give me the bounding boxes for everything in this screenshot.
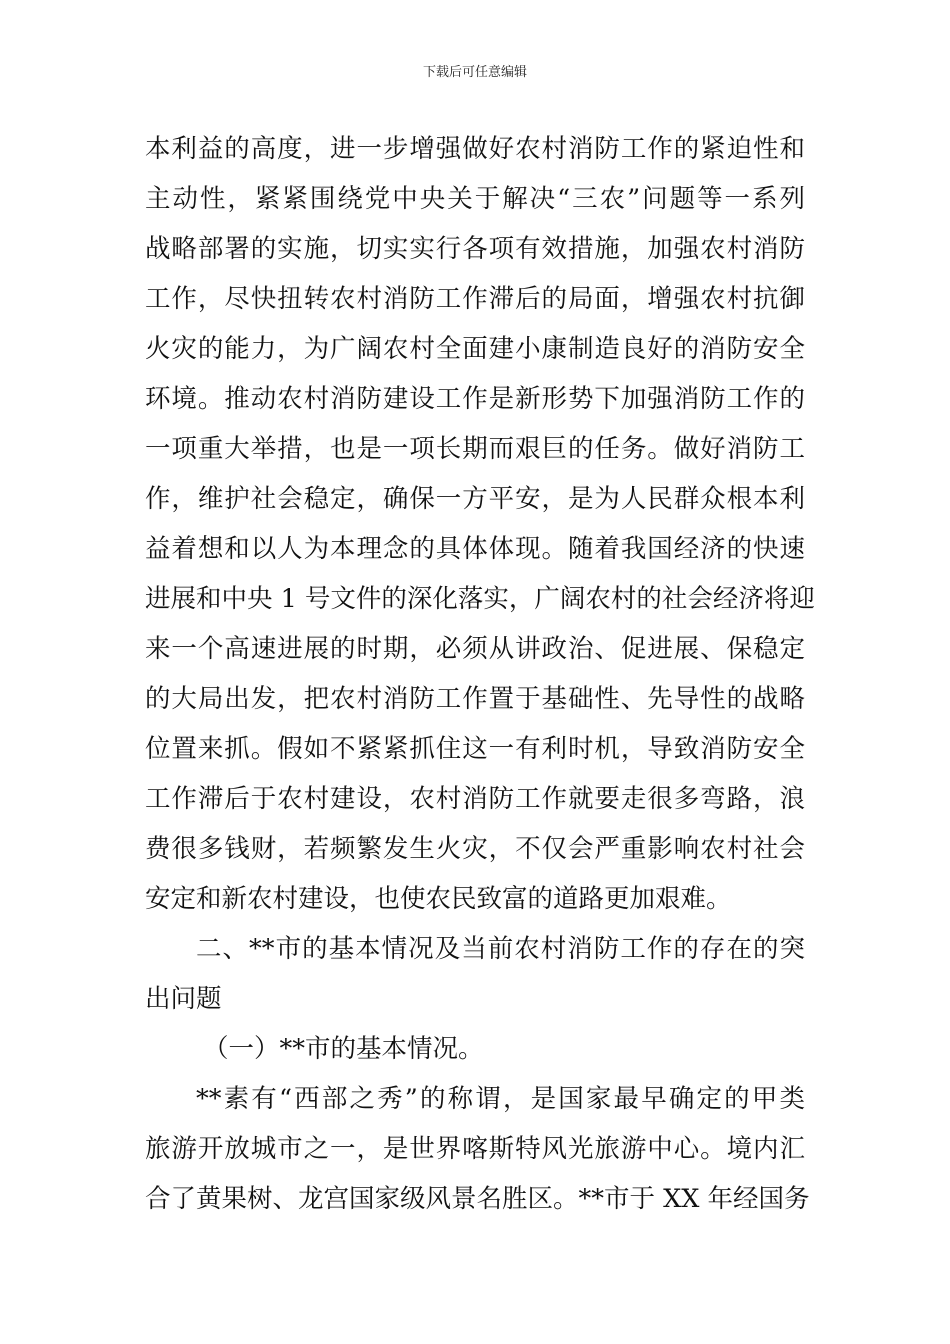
text-line: 来一个高速进展的时期，必须从讲政治、促进展、保稳定: [145, 634, 805, 664]
text-line: 战略部署的实施，切实实行各项有效措施，加强农村消防: [145, 234, 805, 264]
text-line: 的大局出发，把农村消防工作置于基础性、先导性的战略: [145, 684, 805, 714]
text-line: 一项重大举措，也是一项长期而艰巨的任务。做好消防工: [145, 434, 805, 464]
section-heading-2: [145, 924, 805, 1024]
heading-line: 二、**市的基本情况及当前农村消防工作的存在的突: [196, 934, 805, 964]
text-line: 费很多钱财，若频繁发生火灾，不仅会严重影响农村社会: [145, 834, 805, 864]
subheading-line: （一）**市的基本情况。: [203, 1034, 484, 1064]
text-line: 环境。推动农村消防建设工作是新形势下加强消防工作的: [145, 384, 805, 414]
text-line: 作，维护社会稳定，确保一方平安，是为人民群众根本利: [145, 484, 805, 514]
heading-line: 出问题: [145, 984, 222, 1014]
document-body: [145, 124, 815, 1224]
paragraph-city-overview: [145, 1074, 810, 1224]
text-line: 进展和中央 1 号文件的深化落实，广阔农村的社会经济将迎: [145, 584, 815, 614]
subsection-heading-1: [145, 1024, 805, 1074]
text-line: 工作滞后于农村建设，农村消防工作就要走很多弯路，浪: [145, 784, 805, 814]
text-line: 安定和新农村建设，也使农民致富的道路更加艰难。: [145, 884, 732, 914]
text-line: 合了黄果树、龙宫国家级风景名胜区。**市于 XX 年经国务: [145, 1184, 810, 1214]
text-line: **素有“西部之秀”的称谓，是国家最早确定的甲类: [196, 1084, 805, 1114]
text-line: 火灾的能力，为广阔农村全面建小康制造良好的消防安全: [145, 334, 805, 364]
text-line: 工作，尽快扭转农村消防工作滞后的局面，增强农村抗御: [145, 284, 805, 314]
text-line: 本利益的高度，进一步增强做好农村消防工作的紧迫性和: [145, 134, 805, 164]
text-line: 益着想和以人为本理念的具体体现。随着我国经济的快速: [145, 534, 805, 564]
text-line: 旅游开放城市之一，是世界喀斯特风光旅游中心。境内汇: [145, 1134, 805, 1164]
text-line: 主动性，紧紧围绕党中央关于解决“三农”问题等一系列: [145, 184, 805, 214]
page-header-note: 下载后可任意编辑: [422, 65, 527, 80]
text-line: 位置来抓。假如不紧紧抓住这一有利时机，导致消防安全: [145, 734, 805, 764]
paragraph-fire-safety-importance: [145, 124, 815, 924]
